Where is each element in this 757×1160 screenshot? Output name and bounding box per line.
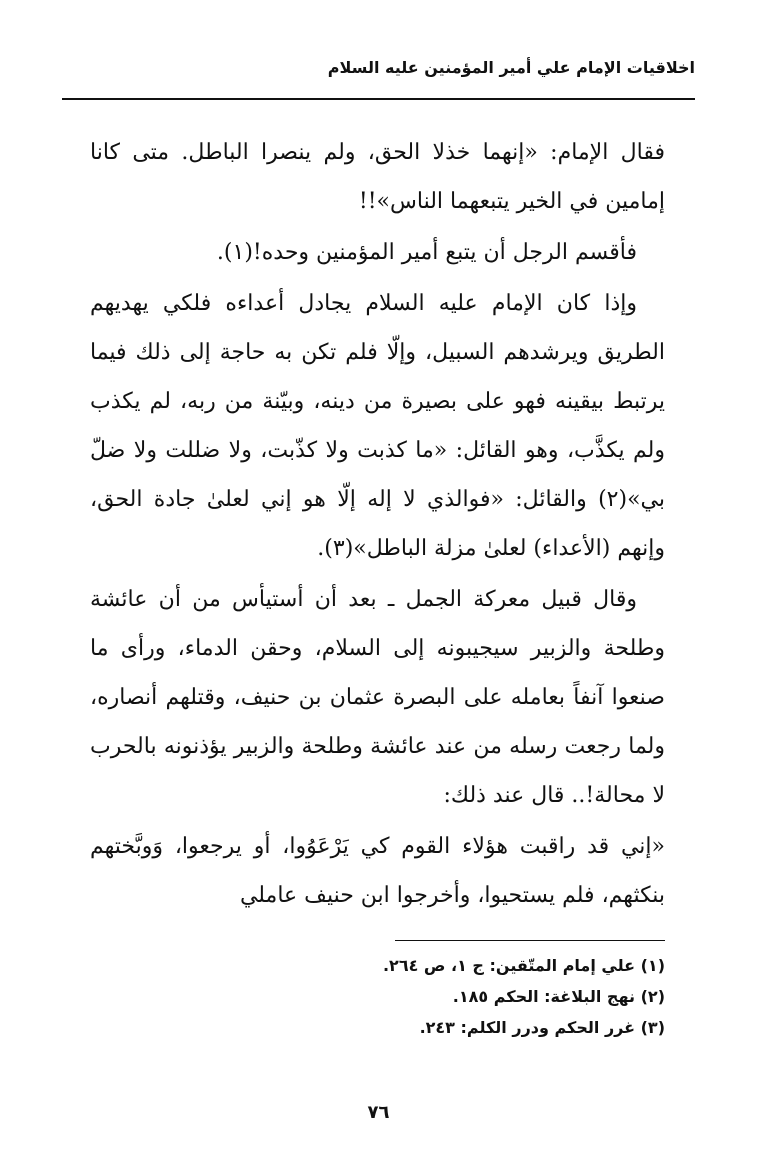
paragraph-4: وقال قبيل معركة الجمل ـ بعد أن أستيأس من أن عائشة وطلحة والزبير سيجيبونه إلى السلام، وحقن الدماء، ورأى ما صنعوا آنفاً بعامله على البصرة عثمان بن حنيف، وقتلهم أنصاره، ولما رجعت رسله من عند عائشة وطلحة والزبير يؤذنونه بالحرب لا محالة!.. قال عند ذلك: <box>90 587 665 808</box>
paragraph-5: «إني قد راقبت هؤلاء القوم كي يَرْعَوُوا، أو يرجعوا، وَوبَّختهم بنكثهم، فلم يستحيوا، وأخرجوا ابن حنيف عاملي <box>90 834 665 908</box>
footnote-2: (٢) نهج البلاغة: الحكم ١٨٥. <box>452 987 665 1006</box>
header-rule <box>62 98 695 100</box>
footnotes <box>92 950 665 1043</box>
footnote-1: (١) علي إمام المتّقين: ج ١، ص ٢٦٤. <box>382 956 665 975</box>
paragraph-1: فقال الإمام: «إنهما خذلا الحق، ولم ينصرا الباطل. متى كانا إمامين في الخير يتبعهما الناس»!! <box>90 140 665 214</box>
paragraph-2: فأقسم الرجل أن يتبع أمير المؤمنين وحده!(١). <box>216 240 637 265</box>
paragraph-3: وإذا كان الإمام عليه السلام يجادل أعداءه فلكي يهديهم الطريق ويرشدهم السبيل، وإلّا فلم تكن به حاجة إلى ذلك فيما يرتبط بيقينه فهو على بصيرة من دينه، وبيّنة من ربه، لم يكذب ولم يكذَّب، وهو القائل: «ما كذبت ولا كذّبت، ولا ضللت ولا ضلّ بي»(٢) والقائل: «فوالذي لا إله إلّا هو إني لعلىٰ جادة الحق، وإنهم (الأعداء) لعلىٰ مزلة الباطل»(٣). <box>90 291 665 561</box>
page-number: ٧٦ <box>367 1102 390 1123</box>
footnote-3: (٣) غرر الحكم ودرر الكلم: ٢٤٣. <box>419 1018 665 1037</box>
body-text <box>90 128 665 922</box>
running-header: اخلاقيات الإمام علي أمير المؤمنين عليه السلام <box>327 58 695 77</box>
footnote-rule <box>395 940 665 941</box>
